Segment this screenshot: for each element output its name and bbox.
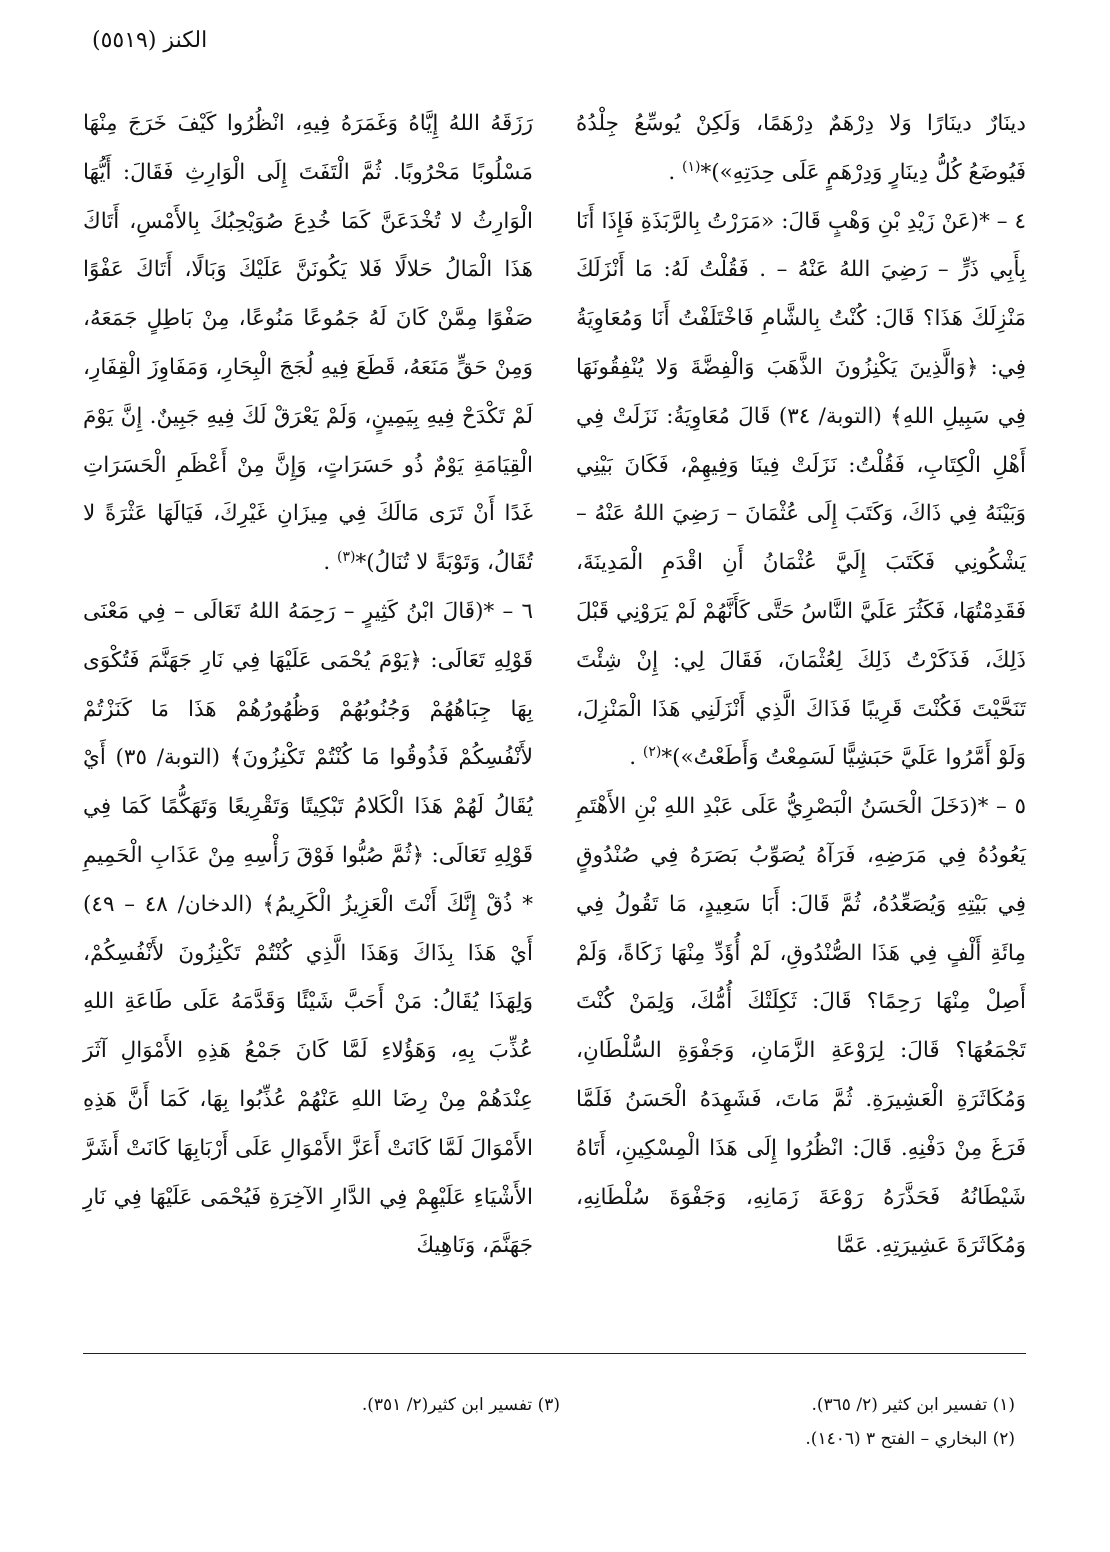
text-column-right bbox=[576, 100, 1026, 1271]
footnote: (٢) البخاري – الفتح ٣ (١٤٠٦). bbox=[805, 1429, 1015, 1449]
paragraph-text: ٥ – *(دَخَلَ الْحَسَنُ الْبَصْرِيُّ عَلَى عَبْدِ اللهِ بْنِ الأَهْتَمِ يَعُودُهُ فِي مَرَضِهِ، فَرَآهُ يُصَوِّبُ بَصَرَهُ فِي صُنْدُوقٍ فِي بَيْتِهِ وَيُصَعِّدُهُ، ثُمَّ قَالَ: أَبَا سَعِيدٍ، مَا تَقُولُ فِي مِائَةِ أَلْفٍ فِي هَذَا الصُّنْدُوقِ، لَمْ أُؤَدِّ مِنْهَا زَكَاةً، وَلَمْ أَصِلْ مِنْهَا رَحِمًا؟ قَالَ: ثَكِلَتْكَ أُمُّكَ، وَلِمَنْ كُنْتَ تَجْمَعُهَا؟ قَالَ: لِرَوْعَةِ الزَّمَانِ، وَجَفْوَةِ السُّلْطَانِ، وَمُكَاثَرَةِ الْعَشِيرَةِ. ثُمَّ مَاتَ، فَشَهِدَهُ الْحَسَنُ فَلَمَّا فَرَغَ مِنْ دَفْنِهِ. قَالَ: انْظُرُوا إِلَى هَذَا الْمِسْكِينِ، أَتَاهُ شَيْطَانُهُ فَحَذَّرَهُ رَوْعَةَ زَمَانِهِ، وَجَفْوَةَ سُلْطَانِهِ، وَمُكَاثَرَةَ عَشِيرَتِهِ. عَمَّا bbox=[576, 794, 1026, 1259]
paragraph-text: رَزَقَهُ اللهُ إِيَّاهُ وَغَمَرَهُ فِيهِ، انْظُرُوا كَيْفَ خَرَجَ مِنْهَا مَسْلُوبًا مَحْرُوبًا. ثُمَّ الْتَفَتَ إِلَى الْوَارِثِ فَقَالَ: أَيُّهَا الْوَارِثُ لا تُخْدَعَنَّ كَمَا خُدِعَ صُوَيْحِبُكَ بِالأَمْسِ، أَتَاكَ هَذَا الْمَالُ حَلالًا فَلا يَكُونَنَّ عَلَيْكَ وَبَالًا، أَتَاكَ عَفْوًا صَفْوًا مِمَّنْ كَانَ لَهُ جَمُوعًا مَنُوعًا، مِنْ بَاطِلٍ جَمَعَهُ، وَمِنْ حَقٍّ مَنَعَهُ، قَطَعَ فِيهِ لُجَجَ الْبِحَارِ، وَمَفَاوِزَ الْقِفَارِ، لَمْ تَكْدَحْ فِيهِ بِيَمِينٍ، وَلَمْ يَعْرَقْ لَكَ فِيهِ جَبِينٌ. إِنَّ يَوْمَ الْقِيَامَةِ يَوْمٌ ذُو حَسَرَاتٍ، وَإِنَّ مِنْ أَعْظَمِ الْحَسَرَاتِ غَدًا أَنْ تَرَى مَالَكَ فِي مِيزَانِ غَيْرِكَ، فَيَالَهَا عَثْرَةً لا تُقَالُ، وَتَوْبَةً لا تُنَالُ)* bbox=[83, 111, 533, 576]
paragraph: رَزَقَهُ اللهُ إِيَّاهُ وَغَمَرَهُ فِيهِ، انْظُرُوا كَيْفَ خَرَجَ مِنْهَا مَسْلُوبًا مَحْرُوبًا. ثُمَّ الْتَفَتَ إِلَى الْوَارِثِ فَقَالَ: أَيُّهَا الْوَارِثُ لا تُخْدَعَنَّ كَمَا خُدِعَ صُوَيْحِبُكَ بِالأَمْسِ، أَتَاكَ هَذَا الْمَالُ حَلالًا فَلا يَكُونَنَّ عَلَيْكَ وَبَالًا، أَتَاكَ عَفْوًا صَفْوًا مِمَّنْ كَانَ لَهُ جَمُوعًا مَنُوعًا، مِنْ بَاطِلٍ جَمَعَهُ، وَمِنْ حَقٍّ مَنَعَهُ، قَطَعَ فِيهِ لُجَجَ الْبِحَارِ، وَمَفَاوِزَ الْقِفَارِ، لَمْ تَكْدَحْ فِيهِ بِيَمِينٍ، وَلَمْ يَعْرَقْ لَكَ فِيهِ جَبِينٌ. إِنَّ يَوْمَ الْقِيَامَةِ يَوْمٌ ذُو حَسَرَاتٍ، وَإِنَّ مِنْ أَعْظَمِ الْحَسَرَاتِ غَدًا أَنْ تَرَى مَالَكَ فِي مِيزَانِ غَيْرِكَ، فَيَالَهَا عَثْرَةً لا تُقَالُ، وَتَوْبَةً لا تُنَالُ)*$^{(٣)}$ . bbox=[83, 111, 533, 576]
paragraph-text: ٤ – *(عَنْ زَيْدِ بْنِ وَهْبٍ قَالَ: «مَرَرْتُ بِالرَّبَذَةِ فَإِذَا أَنَا بِأَبِي ذَرٍّ – رَضِيَ اللهُ عَنْهُ – . فَقُلْتُ لَهُ: مَا أَنْزَلَكَ مَنْزِلَكَ هَذَا؟ قَالَ: كُنْتُ بِالشَّامِ فَاخْتَلَفْتُ أَنَا وَمُعَاوِيَةُ فِي: ﴿وَالَّذِينَ يَكْنِزُونَ الذَّهَبَ وَالْفِضَّةَ وَلا يُنْفِقُونَهَا فِي سَبِيلِ اللهِ﴾ (التوبة/ ٣٤) قَالَ مُعَاوِيَةُ: نَزَلَتْ فِي أَهْلِ الْكِتَابِ، فَقُلْتُ: نَزَلَتْ فِينَا وَفِيهِمْ، فَكَانَ بَيْنِي وَبَيْنَهُ فِي ذَاكَ، وَكَتَبَ إِلَى عُثْمَانَ – رَضِيَ اللهُ عَنْهُ – يَشْكُونِي فَكَتَبَ إِلَيَّ عُثْمَانُ أَنِ اقْدَمِ الْمَدِينَةَ، فَقَدِمْتُهَا، فَكَثُرَ عَلَيَّ النَّاسُ حَتَّى كَأَنَّهُمْ لَمْ يَرَوْنِي قَبْلَ ذَلِكَ، فَذَكَرْتُ ذَلِكَ لِعُثْمَانَ، فَقَالَ لِي: إِنْ شِئْتَ تَنَحَّيْتَ فَكُنْتَ قَرِيبًا فَذَاكَ الَّذِي أَنْزَلَنِي هَذَا الْمَنْزِلَ، وَلَوْ أَمَّرُوا عَلَيَّ حَبَشِيًّا لَسَمِعْتُ وَأَطَعْتُ»)* bbox=[576, 208, 1026, 771]
footnote-ref: (١) bbox=[682, 158, 701, 175]
footnotes-left bbox=[300, 1388, 560, 1422]
footnotes-right bbox=[595, 1388, 1015, 1456]
paragraph bbox=[83, 588, 533, 1271]
footnote: (١) تفسير ابن كثير (٢/ ٣٦٥). bbox=[811, 1395, 1015, 1415]
footnote: (٣) تفسير ابن كثير(٢/ ٣٥١). bbox=[361, 1395, 560, 1415]
paragraph-text: دينَارٌ دينَارًا وَلا دِرْهَمٌ دِرْهَمًا، وَلَكِنْ يُوسِّعُ جِلْدُهُ فَيُوضَعُ كُلُّ دِينَارٍ وَدِرْهَمٍ عَلَى حِدَتِهِ»)* bbox=[576, 111, 1026, 185]
paragraph bbox=[576, 783, 1026, 1271]
paragraph: دينَارٌ دينَارًا وَلا دِرْهَمٌ دِرْهَمًا، وَلَكِنْ يُوسِّعُ جِلْدُهُ فَيُوضَعُ كُلُّ دِينَارٍ وَدِرْهَمٍ عَلَى حِدَتِهِ»)*$^{(١)}$ . bbox=[576, 111, 1026, 185]
text-column-left bbox=[83, 100, 533, 1271]
paragraph-text: ٦ – *(قَالَ ابْنُ كَثِيرٍ – رَحِمَهُ اللهُ تَعَالَى – فِي مَعْنَى قَوْلِهِ تَعَالَى: ﴿يَوْمَ يُحْمَى عَلَيْهَا فِي نَارِ جَهَنَّمَ فَتُكْوَى بِهَا جِبَاهُهُمْ وَجُنُوبُهُمْ وَظُهُورُهُمْ هَذَا مَا كَنَزْتُمْ لأَنْفُسِكُمْ فَذُوقُوا مَا كُنْتُمْ تَكْنِزُونَ﴾ (التوبة/ ٣٥) أَيْ يُقَالُ لَهُمْ هَذَا الْكَلامُ تَبْكِيتًا وَتَقْرِيعًا وَتَهَكُّمًا كَمَا فِي قَوْلِهِ تَعَالَى: ﴿ثُمَّ صُبُّوا فَوْقَ رَأْسِهِ مِنْ عَذَابِ الْحَمِيمِ * ذُقْ إِنَّكَ أَنْتَ الْعَزِيزُ الْكَرِيمُ﴾ (الدخان/ ٤٨ – ٤٩) أَيْ هَذَا بِذَاكَ وَهَذَا الَّذِي كُنْتُمْ تَكْنِزُونَ لأَنْفُسِكُمْ، وَلِهَذَا يُقَالُ: مَنْ أَحَبَّ شَيْئًا وَقَدَّمَهُ عَلَى طَاعَةِ اللهِ عُذِّبَ بِهِ، وَهَؤُلاءِ لَمَّا كَانَ جَمْعُ هَذِهِ الأَمْوَالِ آثَرَ عِنْدَهُمْ مِنْ رِضَا اللهِ عَنْهُمْ عُذِّبُوا بِهَا، كَمَا أَنَّ هَذِهِ الأَمْوَالَ لَمَّا كَانَتْ أَعَزَّ الأَمْوَالِ عَلَى أَرْبَابِهَا كَانَتْ أَشَرَّ الأَشْيَاءِ عَلَيْهِمْ فِي الدَّارِ الآخِرَةِ فَيُحْمَى عَلَيْهَا فِي نَارِ جَهَنَّمَ، وَنَاهِيكَ bbox=[83, 598, 533, 1259]
running-head: الكنز (٥٥١٩) bbox=[92, 28, 208, 53]
footnote-ref: (٢) bbox=[642, 744, 662, 761]
footnote-separator bbox=[83, 1353, 1026, 1354]
footnote-ref: (٣) bbox=[337, 549, 356, 566]
paragraph: ٤ – *(عَنْ زَيْدِ بْنِ وَهْبٍ قَالَ: «مَرَرْتُ بِالرَّبَذَةِ فَإِذَا أَنَا بِأَبِي ذَرٍّ – رَضِيَ اللهُ عَنْهُ – . فَقُلْتُ لَهُ: مَا أَنْزَلَكَ مَنْزِلَكَ هَذَا؟ قَالَ: كُنْتُ بِالشَّامِ فَاخْتَلَفْتُ أَنَا وَمُعَاوِيَةُ فِي: ﴿وَالَّذِينَ يَكْنِزُونَ الذَّهَبَ وَالْفِضَّةَ وَلا يُنْفِقُونَهَا فِي سَبِيلِ اللهِ﴾ (التوبة/ ٣٤) قَالَ مُعَاوِيَةُ: نَزَلَتْ فِي أَهْلِ الْكِتَابِ، فَقُلْتُ: نَزَلَتْ فِينَا وَفِيهِمْ، فَكَانَ بَيْنِي وَبَيْنَهُ فِي ذَاكَ، وَكَتَبَ إِلَى عُثْمَانَ – رَضِيَ اللهُ عَنْهُ – يَشْكُونِي فَكَتَبَ إِلَيَّ عُثْمَانُ أَنِ اقْدَمِ الْمَدِينَةَ، فَقَدِمْتُهَا، فَكَثُرَ عَلَيَّ النَّاسُ حَتَّى كَأَنَّهُمْ لَمْ يَرَوْنِي قَبْلَ ذَلِكَ، فَذَكَرْتُ ذَلِكَ لِعُثْمَانَ، فَقَالَ لِي: إِنْ شِئْتَ تَنَحَّيْتَ فَكُنْتَ قَرِيبًا فَذَاكَ الَّذِي أَنْزَلَنِي هَذَا الْمَنْزِلَ، وَلَوْ أَمَّرُوا عَلَيَّ حَبَشِيًّا لَسَمِعْتُ وَأَطَعْتُ»)*$^{(٢)}$ . bbox=[576, 208, 1026, 771]
